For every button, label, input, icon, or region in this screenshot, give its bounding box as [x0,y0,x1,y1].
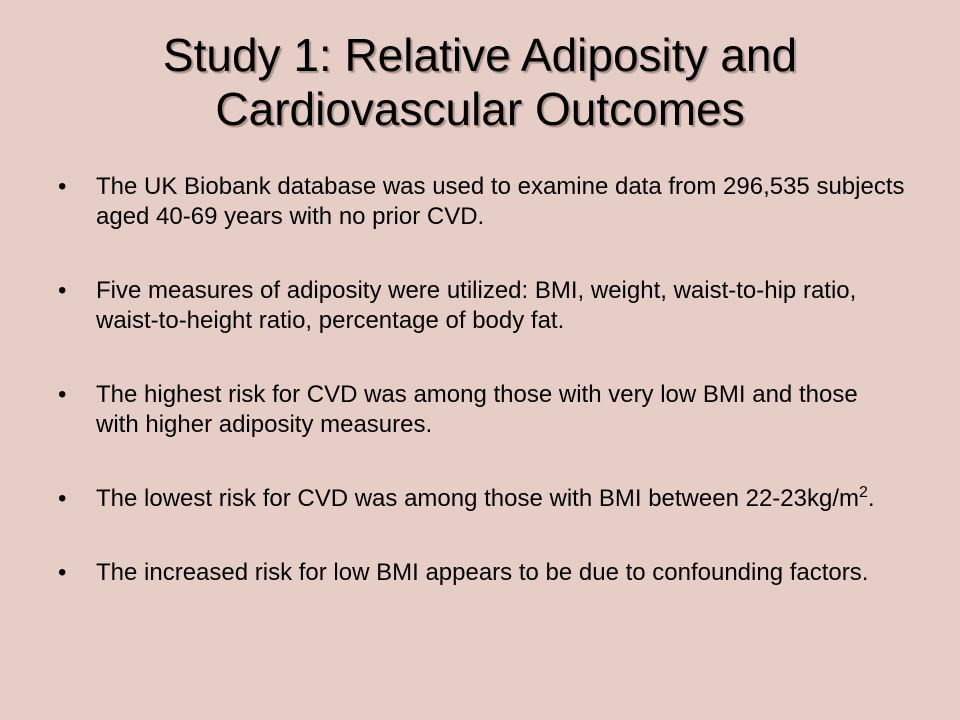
bullet-item-1 [56,172,906,232]
bullet-text-2: Five measures of adiposity were utilized: BMI, weight, waist-to-hip ratio, waist-to-height ratio, percentage of body fat. [96,277,857,334]
bullet-text-3: The highest risk for CVD was among those with very low BMI and those with higher adiposity measures. [96,381,858,438]
superscript-exponent: 2 [858,484,868,501]
bullet-dot-icon: • [58,485,67,512]
bullet-dot-icon: • [58,277,67,304]
bullet-text-4 [96,485,875,512]
bullet-text-4-main: The lowest risk for CVD was among those with BMI between 22-23kg/m [96,485,859,512]
bullet-text-1: The UK Biobank database was used to examine data from 296,535 subjects aged 40-69 years with no prior CVD. [96,173,905,230]
bullet-item-5 [56,558,906,588]
bullet-text-4-end: . [867,485,875,512]
slide-title-line-2: Cardiovascular Outcomes [215,83,745,135]
bullet-list [56,172,906,632]
bullet-dot-icon: • [58,173,67,200]
slide-title-line-1: Study 1: Relative Adiposity and [162,29,798,81]
slide-title [40,28,920,136]
bullet-item-2 [56,276,906,336]
bullet-text-5: The increased risk for low BMI appears to be due to confounding factors. [96,559,869,586]
bullet-item-4 [56,484,906,514]
bullet-item-3 [56,380,906,440]
bullet-dot-icon: • [58,381,67,408]
bullet-dot-icon: • [58,559,67,586]
